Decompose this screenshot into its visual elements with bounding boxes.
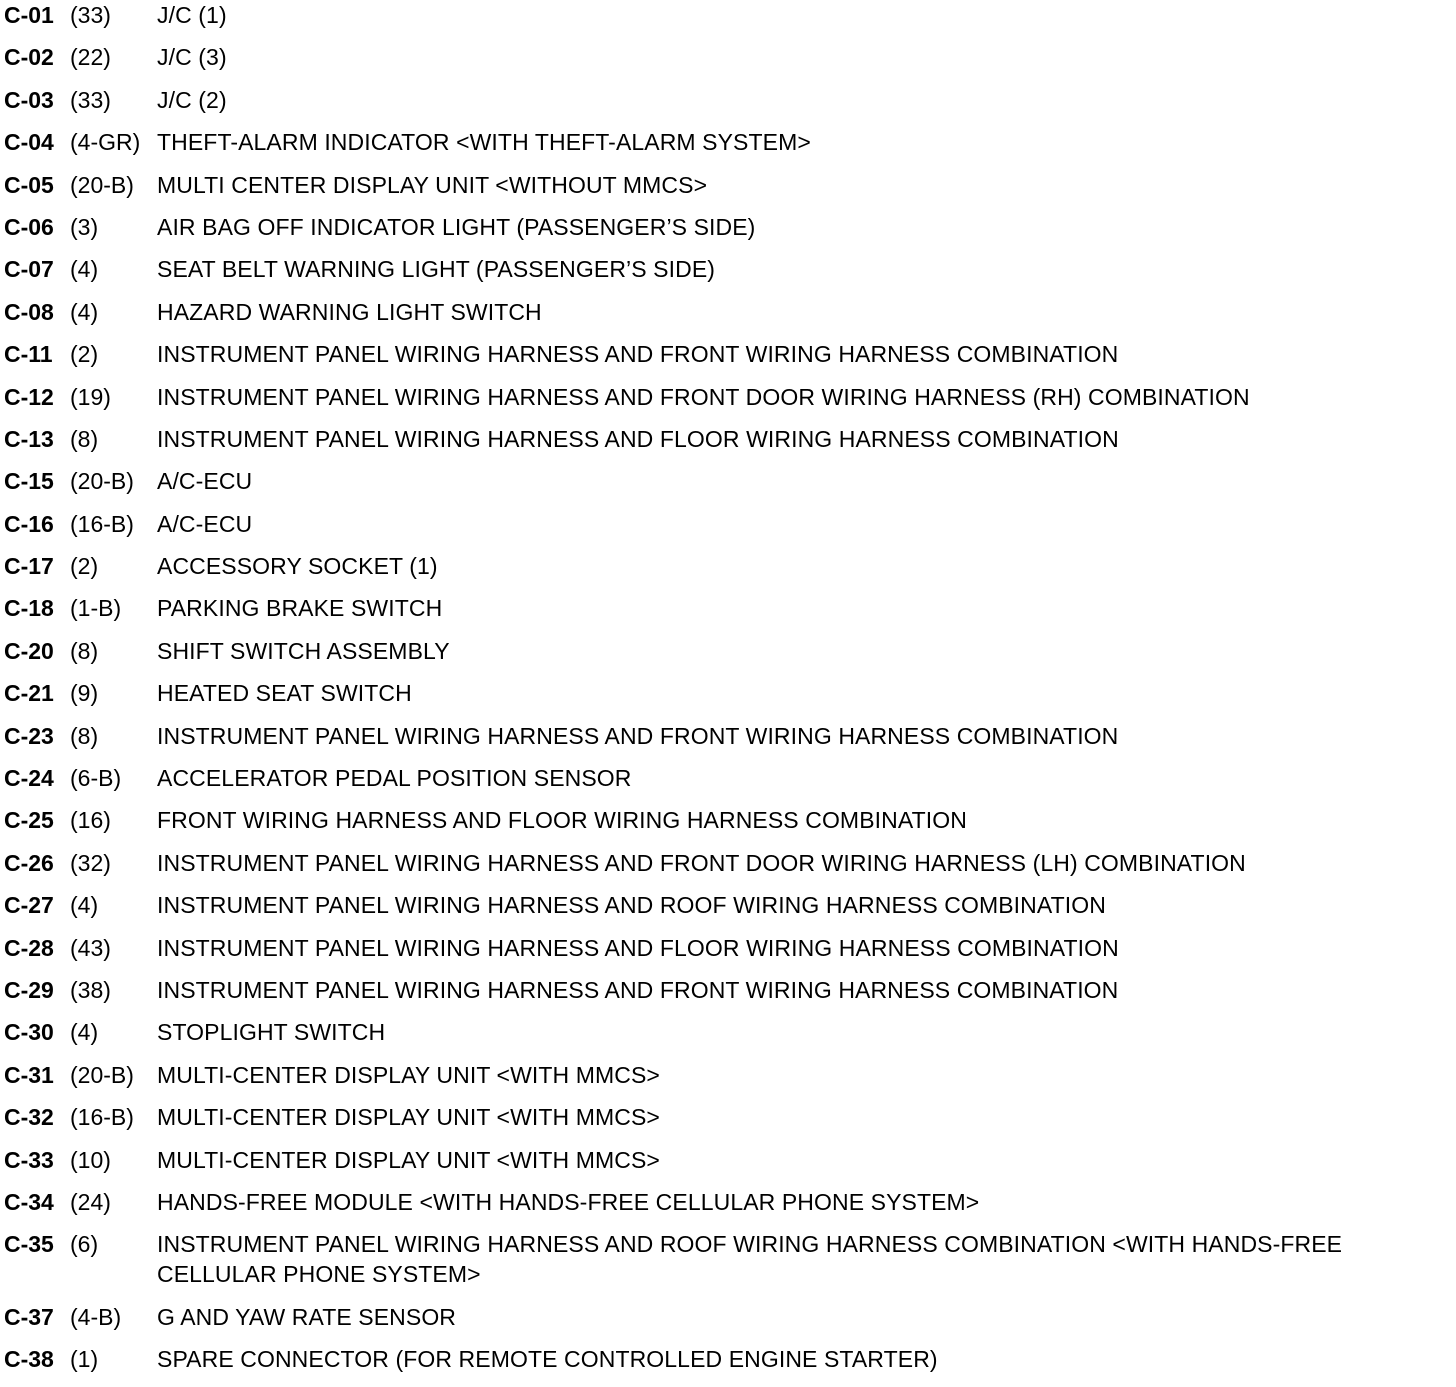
connector-row — [4, 212, 1452, 242]
connector-code: C-23 — [4, 722, 54, 749]
connector-description: J/C (2) — [157, 86, 227, 113]
connector-pin-count: (8) — [70, 425, 99, 452]
connector-pin-count: (24) — [70, 1188, 111, 1215]
connector-row — [4, 763, 1452, 793]
connector-code: C-26 — [4, 849, 54, 876]
connector-code: C-31 — [4, 1061, 54, 1088]
connector-pin-count: (1) — [70, 1346, 99, 1373]
connector-pin-count: (8) — [70, 722, 99, 749]
connector-pin-count: (1-B) — [70, 595, 122, 622]
connector-list — [4, 0, 1452, 1387]
connector-pin-count: (33) — [70, 86, 111, 113]
connector-description: HAZARD WARNING LIGHT SWITCH — [157, 298, 542, 325]
connector-description: INSTRUMENT PANEL WIRING HARNESS AND ROOF WIRING HARNESS COMBINATION <WITH HANDS-FREE CELLULAR PHONE SYSTEM> — [157, 1231, 1343, 1288]
connector-code: C-24 — [4, 765, 54, 792]
connector-code: C-38 — [4, 1346, 54, 1373]
connector-row — [4, 339, 1452, 369]
connector-pin-count: (43) — [70, 934, 111, 961]
connector-description: FRONT WIRING HARNESS AND FLOOR WIRING HARNESS COMBINATION — [157, 807, 967, 834]
connector-pin-count: (6) — [70, 1231, 99, 1258]
connector-description: INSTRUMENT PANEL WIRING HARNESS AND FRONT DOOR WIRING HARNESS (LH) COMBINATION — [157, 849, 1246, 876]
connector-description: INSTRUMENT PANEL WIRING HARNESS AND ROOF WIRING HARNESS COMBINATION — [157, 892, 1106, 919]
connector-row — [4, 1060, 1452, 1090]
connector-code: C-16 — [4, 510, 54, 537]
connector-pin-count: (4-GR) — [70, 129, 141, 156]
connector-description: MULTI CENTER DISPLAY UNIT <WITHOUT MMCS> — [157, 171, 708, 198]
connector-row — [4, 509, 1452, 539]
connector-row — [4, 254, 1452, 284]
connector-pin-count: (33) — [70, 2, 111, 28]
connector-code: C-11 — [4, 341, 53, 368]
connector-row — [4, 42, 1452, 72]
connector-code: C-12 — [4, 383, 54, 410]
connector-pin-count: (19) — [70, 383, 111, 410]
connector-pin-count: (4-B) — [70, 1303, 122, 1330]
connector-row — [4, 1229, 1452, 1289]
connector-row — [4, 424, 1452, 454]
connector-description: INSTRUMENT PANEL WIRING HARNESS AND FRONT DOOR WIRING HARNESS (RH) COMBINATION — [157, 383, 1250, 410]
connector-description: INSTRUMENT PANEL WIRING HARNESS AND FRONT WIRING HARNESS COMBINATION — [157, 341, 1119, 368]
connector-description: HEATED SEAT SWITCH — [157, 680, 412, 707]
connector-description: INSTRUMENT PANEL WIRING HARNESS AND FLOOR WIRING HARNESS COMBINATION — [157, 934, 1119, 961]
connector-row — [4, 848, 1452, 878]
connector-row — [4, 170, 1452, 200]
connector-pin-count: (20-B) — [70, 171, 134, 198]
connector-code: C-25 — [4, 807, 54, 834]
connector-code: C-32 — [4, 1104, 54, 1131]
connector-description: MULTI-CENTER DISPLAY UNIT <WITH MMCS> — [157, 1146, 660, 1173]
connector-code: C-33 — [4, 1146, 54, 1173]
connector-code: C-30 — [4, 1019, 54, 1046]
connector-row — [4, 1017, 1452, 1047]
connector-code: C-03 — [4, 86, 54, 113]
connector-description: INSTRUMENT PANEL WIRING HARNESS AND FLOOR WIRING HARNESS COMBINATION — [157, 425, 1119, 452]
connector-row — [4, 1344, 1452, 1374]
connector-description: J/C (3) — [157, 44, 227, 71]
connector-description: ACCESSORY SOCKET (1) — [157, 553, 438, 580]
connector-code: C-28 — [4, 934, 54, 961]
connector-code: C-27 — [4, 892, 54, 919]
connector-row — [4, 678, 1452, 708]
connector-row — [4, 1145, 1452, 1175]
connector-description: THEFT-ALARM INDICATOR <WITH THEFT-ALARM SYSTEM> — [157, 129, 811, 156]
connector-pin-count: (4) — [70, 256, 99, 283]
connector-row — [4, 1302, 1452, 1332]
connector-row — [4, 551, 1452, 581]
connector-code: C-37 — [4, 1303, 54, 1330]
connector-row — [4, 721, 1452, 751]
connector-row — [4, 593, 1452, 623]
connector-code: C-05 — [4, 171, 54, 198]
connector-code: C-15 — [4, 468, 54, 495]
connector-pin-count: (22) — [70, 44, 111, 71]
connector-pin-count: (10) — [70, 1146, 111, 1173]
connector-description: A/C-ECU — [157, 468, 253, 495]
connector-pin-count: (2) — [70, 553, 99, 580]
connector-code: C-35 — [4, 1231, 54, 1258]
connector-pin-count: (4) — [70, 1019, 99, 1046]
connector-description: AIR BAG OFF INDICATOR LIGHT (PASSENGER’S SIDE) — [157, 213, 756, 240]
connector-row — [4, 975, 1452, 1005]
connector-description: ACCELERATOR PEDAL POSITION SENSOR — [157, 765, 632, 792]
connector-row — [4, 1102, 1452, 1132]
connector-description: SEAT BELT WARNING LIGHT (PASSENGER’S SIDE) — [157, 256, 716, 283]
connector-pin-count: (9) — [70, 680, 99, 707]
connector-pin-count: (2) — [70, 341, 99, 368]
connector-description: SPARE CONNECTOR (FOR REMOTE CONTROLLED ENGINE STARTER) — [157, 1346, 938, 1373]
connector-row — [4, 85, 1452, 115]
connector-pin-count: (20-B) — [70, 1061, 134, 1088]
connector-pin-count: (20-B) — [70, 468, 134, 495]
connector-pin-count: (32) — [70, 849, 111, 876]
connector-row — [4, 1187, 1452, 1217]
connector-row — [4, 890, 1452, 920]
connector-code: C-04 — [4, 129, 54, 156]
connector-pin-count: (16) — [70, 807, 111, 834]
connector-code: C-13 — [4, 425, 54, 452]
connector-row — [4, 0, 1452, 30]
connector-pin-count: (16-B) — [70, 1104, 134, 1131]
connector-code: C-08 — [4, 298, 54, 325]
connector-description: A/C-ECU — [157, 510, 253, 537]
connector-code: C-21 — [4, 680, 54, 707]
connector-pin-count: (38) — [70, 976, 111, 1003]
connector-pin-count: (4) — [70, 298, 99, 325]
connector-description: MULTI-CENTER DISPLAY UNIT <WITH MMCS> — [157, 1061, 660, 1088]
connector-code: C-34 — [4, 1188, 54, 1215]
connector-row — [4, 466, 1452, 496]
connector-code: C-02 — [4, 44, 54, 71]
connector-code: C-29 — [4, 976, 54, 1003]
connector-code: C-20 — [4, 637, 54, 664]
connector-pin-count: (6-B) — [70, 765, 122, 792]
connector-pin-count: (8) — [70, 637, 99, 664]
connector-description: INSTRUMENT PANEL WIRING HARNESS AND FRONT WIRING HARNESS COMBINATION — [157, 976, 1119, 1003]
connector-row — [4, 127, 1452, 157]
connector-row — [4, 933, 1452, 963]
connector-pin-count: (4) — [70, 892, 99, 919]
connector-code: C-18 — [4, 595, 54, 622]
connector-row — [4, 805, 1452, 835]
connector-description: MULTI-CENTER DISPLAY UNIT <WITH MMCS> — [157, 1104, 660, 1131]
connector-description: STOPLIGHT SWITCH — [157, 1019, 386, 1046]
connector-row — [4, 636, 1452, 666]
connector-description: INSTRUMENT PANEL WIRING HARNESS AND FRONT WIRING HARNESS COMBINATION — [157, 722, 1119, 749]
connector-description: PARKING BRAKE SWITCH — [157, 595, 443, 622]
connector-code: C-01 — [4, 2, 54, 28]
connector-description: SHIFT SWITCH ASSEMBLY — [157, 637, 450, 664]
connector-description: HANDS-FREE MODULE <WITH HANDS-FREE CELLULAR PHONE SYSTEM> — [157, 1188, 980, 1215]
connector-row — [4, 382, 1452, 412]
connector-pin-count: (3) — [70, 213, 99, 240]
connector-code: C-07 — [4, 256, 54, 283]
connector-pin-count: (16-B) — [70, 510, 134, 537]
connector-code: C-17 — [4, 553, 54, 580]
connector-description: J/C (1) — [157, 2, 227, 28]
connector-code: C-06 — [4, 213, 54, 240]
connector-description: G AND YAW RATE SENSOR — [157, 1303, 457, 1330]
connector-row — [4, 297, 1452, 327]
